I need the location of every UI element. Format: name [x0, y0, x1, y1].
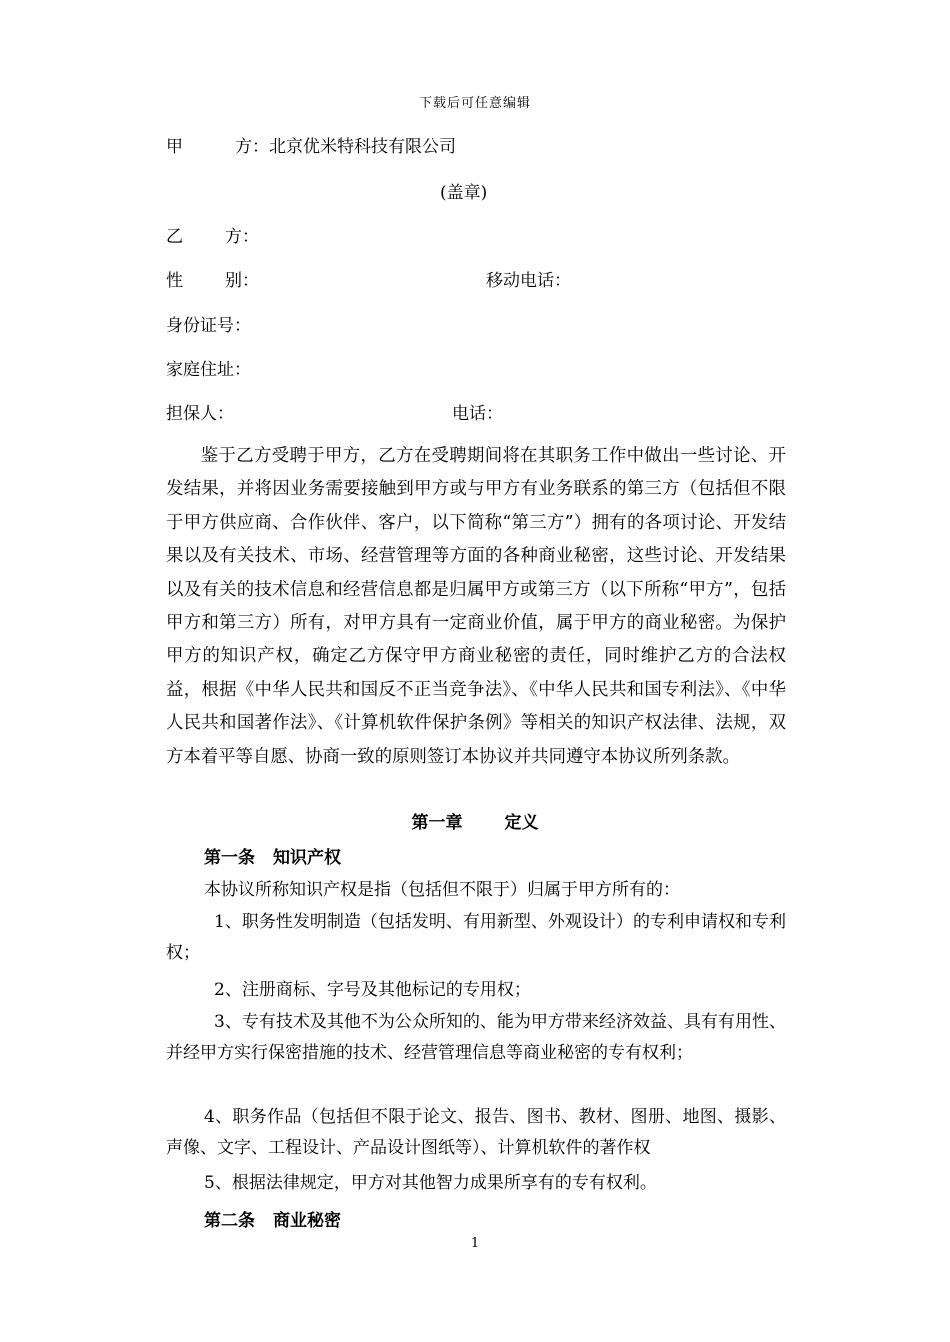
phone-label: 电话： [452, 404, 503, 424]
list-item-3: 3、专有技术及其他不为公众所知的、能为甲方带来经济效益、具有有用性、并经甲方实行保密措施的技术、经营管理信息等商业秘密的专有权利； [166, 1012, 786, 1063]
article-2-title: 商业秘密 [273, 1211, 341, 1231]
page-header: 下载后可任意编辑 [418, 96, 531, 111]
gender-label-1: 性 [166, 271, 183, 291]
article-2-number: 第二条 [204, 1211, 255, 1231]
party-b-line [166, 222, 259, 247]
party-b-label-2: 方： [225, 227, 259, 247]
chapter-number: 第一章 [411, 813, 463, 833]
page-number: 1 [470, 1236, 480, 1251]
list-item-4: 4、职务作品（包括但不限于论文、报告、图书、教材、图册、地图、摄影、声像、文字、工程设计、产品设计图纸等）、计算机软件的著作权 [166, 1107, 786, 1158]
party-a-label-2: 方： [235, 137, 269, 157]
party-a-line [166, 132, 456, 157]
party-a-value: 北京优米特科技有限公司 [269, 137, 456, 157]
party-b-label-1: 乙 [166, 227, 183, 247]
chapter-heading [0, 808, 950, 833]
gender-line [166, 266, 259, 291]
article-2-heading [204, 1206, 341, 1231]
stamp-note: (盖章) [440, 183, 488, 203]
party-a-label-1: 甲 [166, 137, 183, 157]
gender-label-2: 别： [225, 271, 259, 291]
list-item-2: 2、注册商标、字号及其他标记的专用权； [214, 980, 531, 1000]
chapter-title: 定义 [504, 813, 539, 833]
article-1-intro: 本协议所称知识产权是指（包括但不限于）归属于甲方所有的： [204, 880, 680, 900]
mobile-label: 移动电话： [486, 271, 571, 291]
id-number-label: 身份证号： [166, 316, 251, 336]
article-1-heading [204, 843, 341, 868]
list-item-1: 1、职务性发明制造（包括发明、有用新型、外观设计）的专利申请权和专利权； [166, 912, 786, 963]
intro-paragraph: 鉴于乙方受聘于甲方，乙方在受聘期间将在其职务工作中做出一些讨论、开发结果，并将因业务需要接触到甲方或与甲方有业务联系的第三方（包括但不限于甲方供应商、合作伙伴、客户，以下简称“第三方”）拥有的各项讨论、开发结果以及有关技术、市场、经营管理等方面的各种商业秘密，这些讨论、开发结果以及有关的技术信息和经营信息都是归属甲方或第三方（以下所称“甲方”，包括甲方和第三方）所有，对甲方具有一定商业价值，属于甲方的商业秘密。为保护甲方的知识产权，确定乙方保守甲方商业秘密的责任，同时维护乙方的合法权益，根据《中华人民共和国反不正当竞争法》、《中华人民共和国专利法》、《中华人民共和国著作法》、《计算机软件保护条例》等相关的知识产权法律、法规，双方本着平等自愿、协商一致的原则签订本协议并共同遵守本协议所列条款。 [166, 446, 786, 767]
article-1-number: 第一条 [204, 848, 255, 868]
list-item-5: 5、根据法律规定，甲方对其他智力成果所享有的专有权利。 [204, 1173, 657, 1193]
article-1-title: 知识产权 [273, 848, 341, 868]
guarantor-label: 担保人： [166, 404, 234, 424]
address-label: 家庭住址： [166, 360, 251, 380]
